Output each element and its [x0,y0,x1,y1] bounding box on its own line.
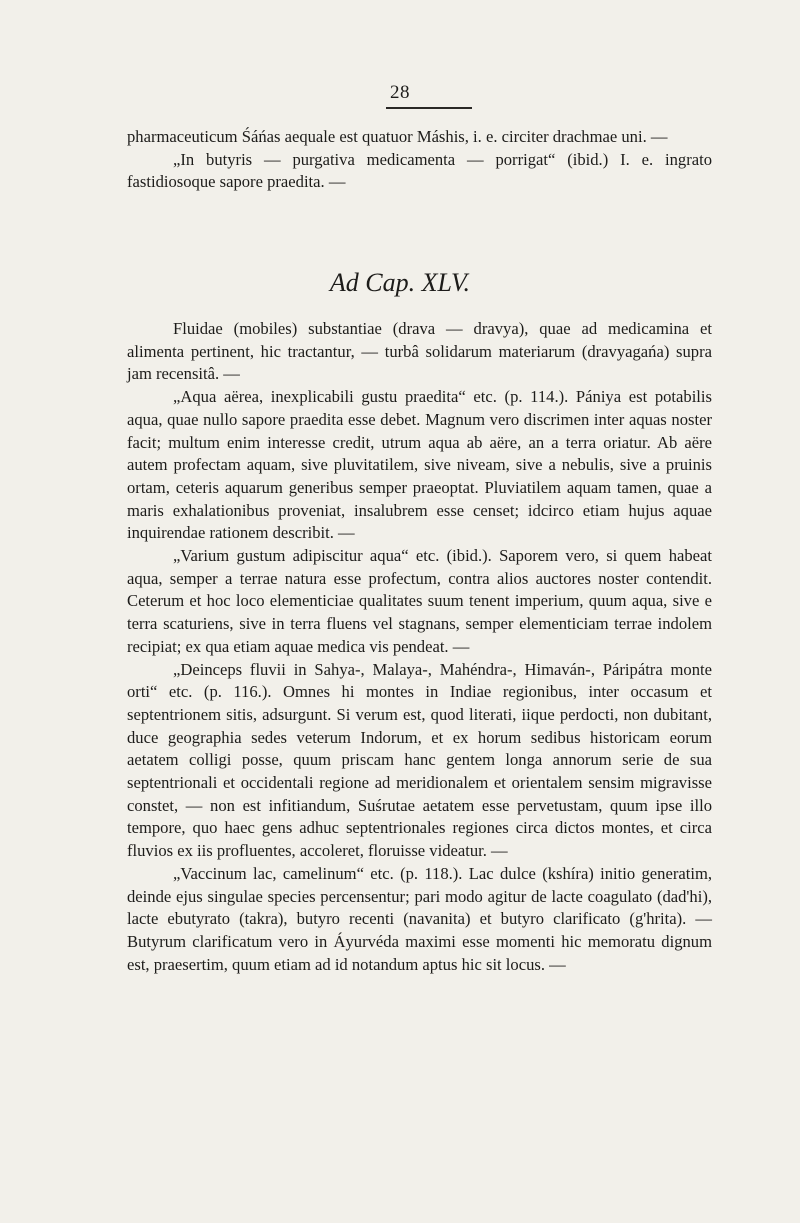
main-text [127,318,712,976]
paragraph-4: „Deinceps fluvii in Sahya-, Malaya-, Mahéndra-, Himaván-, Páripátra monte orti“ etc. (p. 116.). Omnes hi montes in Indiae regionibus, inter occasum et septentrionem sitis, adsurgunt. Si verum est, quod literati, iique perdocti, non dubitant, duce geographia sedes veterum Indorum, et ex horum sedibus historicam eorum aetatem colligi posse, quum priscam hanc gentem longa annorum serie de sua septentrionali et occidentali regione ad meridionalem et orientalem sensim migravisse constet, — non est infitiandum, Suśrutae aetatem esse pervetustam, quum ipse illo tempore, quo haec gens adhuc septentrionales regiones circa dictos montes, et circa fluvios ex iis profluentes, accoleret, floruisse videatur. — [127,659,712,861]
header-rule [386,107,472,109]
paragraph-5: „Vaccinum lac, camelinum“ etc. (p. 118.). Lac dulce (kshíra) initio generatim, deinde ejus singulae species percensentur; pari modo agitur de lacte coagulato (dad'hi), lacte ebutyrato (takra), butyro recenti (navanita) et butyro clarificato (g'hrita). — Butyrum clarificatum vero in Áyurvéda maximi esse momenti hic memoratu dignum est, praesertim, quum etiam ad id notandum aptus hic sit locus. — [127,863,712,974]
page-number: 28 [390,82,410,103]
paragraph-3: „Varium gustum adipiscitur aqua“ etc. (ibid.). Saporem vero, si quem habeat aqua, semper a terrae natura esse profectum, contra alios auctores noster contendit. Ceterum et hoc loco elementiciae qualitates suum tenent imperium, quum aqua, sive e terra scaturiens, sive in terra fluens vel stagnans, semper elementiciam terrae indolem recipiat; ex qua etiam aquae medica vis pendeat. — [127,546,712,656]
chapter-heading: Ad Cap. XLV. [329,268,471,297]
paragraph-2: „Aqua aërea, inexplicabili gustu praedita“ etc. (p. 114.). Pániya est potabilis aqua, quae nullo sapore praedita esse debet. Magnum vero discrimen inter aquas noster facit; multum enim interesse credit, utrum aqua ab aëre, an a terra oriatur. Ab aëre autem profectam aquam, sive pluvitatilem, sive niveam, sive a nebulis, sive a pruinis ortam, ceteris aquarum generibus semper praeoptat. Pluviatilem aquam tamen, quae a maris exhalationibus proveniat, insalubrem esse censet; idcirco etiam hujus aquae inquirendae rationem describit. — [127,387,712,543]
intro-text [127,126,712,194]
intro-paragraph-2: „In butyris — purgativa medicamenta — porrigat“ (ibid.) I. e. ingrato fastidiosoque sapore praedita. — [127,149,712,192]
intro-paragraph-1: pharmaceuticum Śáńas aequale est quatuor Máshis, i. e. circiter drachmae uni. — [127,127,668,146]
paragraph-1: Fluidae (mobiles) substantiae (drava — dravya), quae ad medicamina et alimenta pertinent, hic tractantur, — turbâ solidarum materiarum (dravyagańa) supra jam recensitâ. — [127,319,712,384]
